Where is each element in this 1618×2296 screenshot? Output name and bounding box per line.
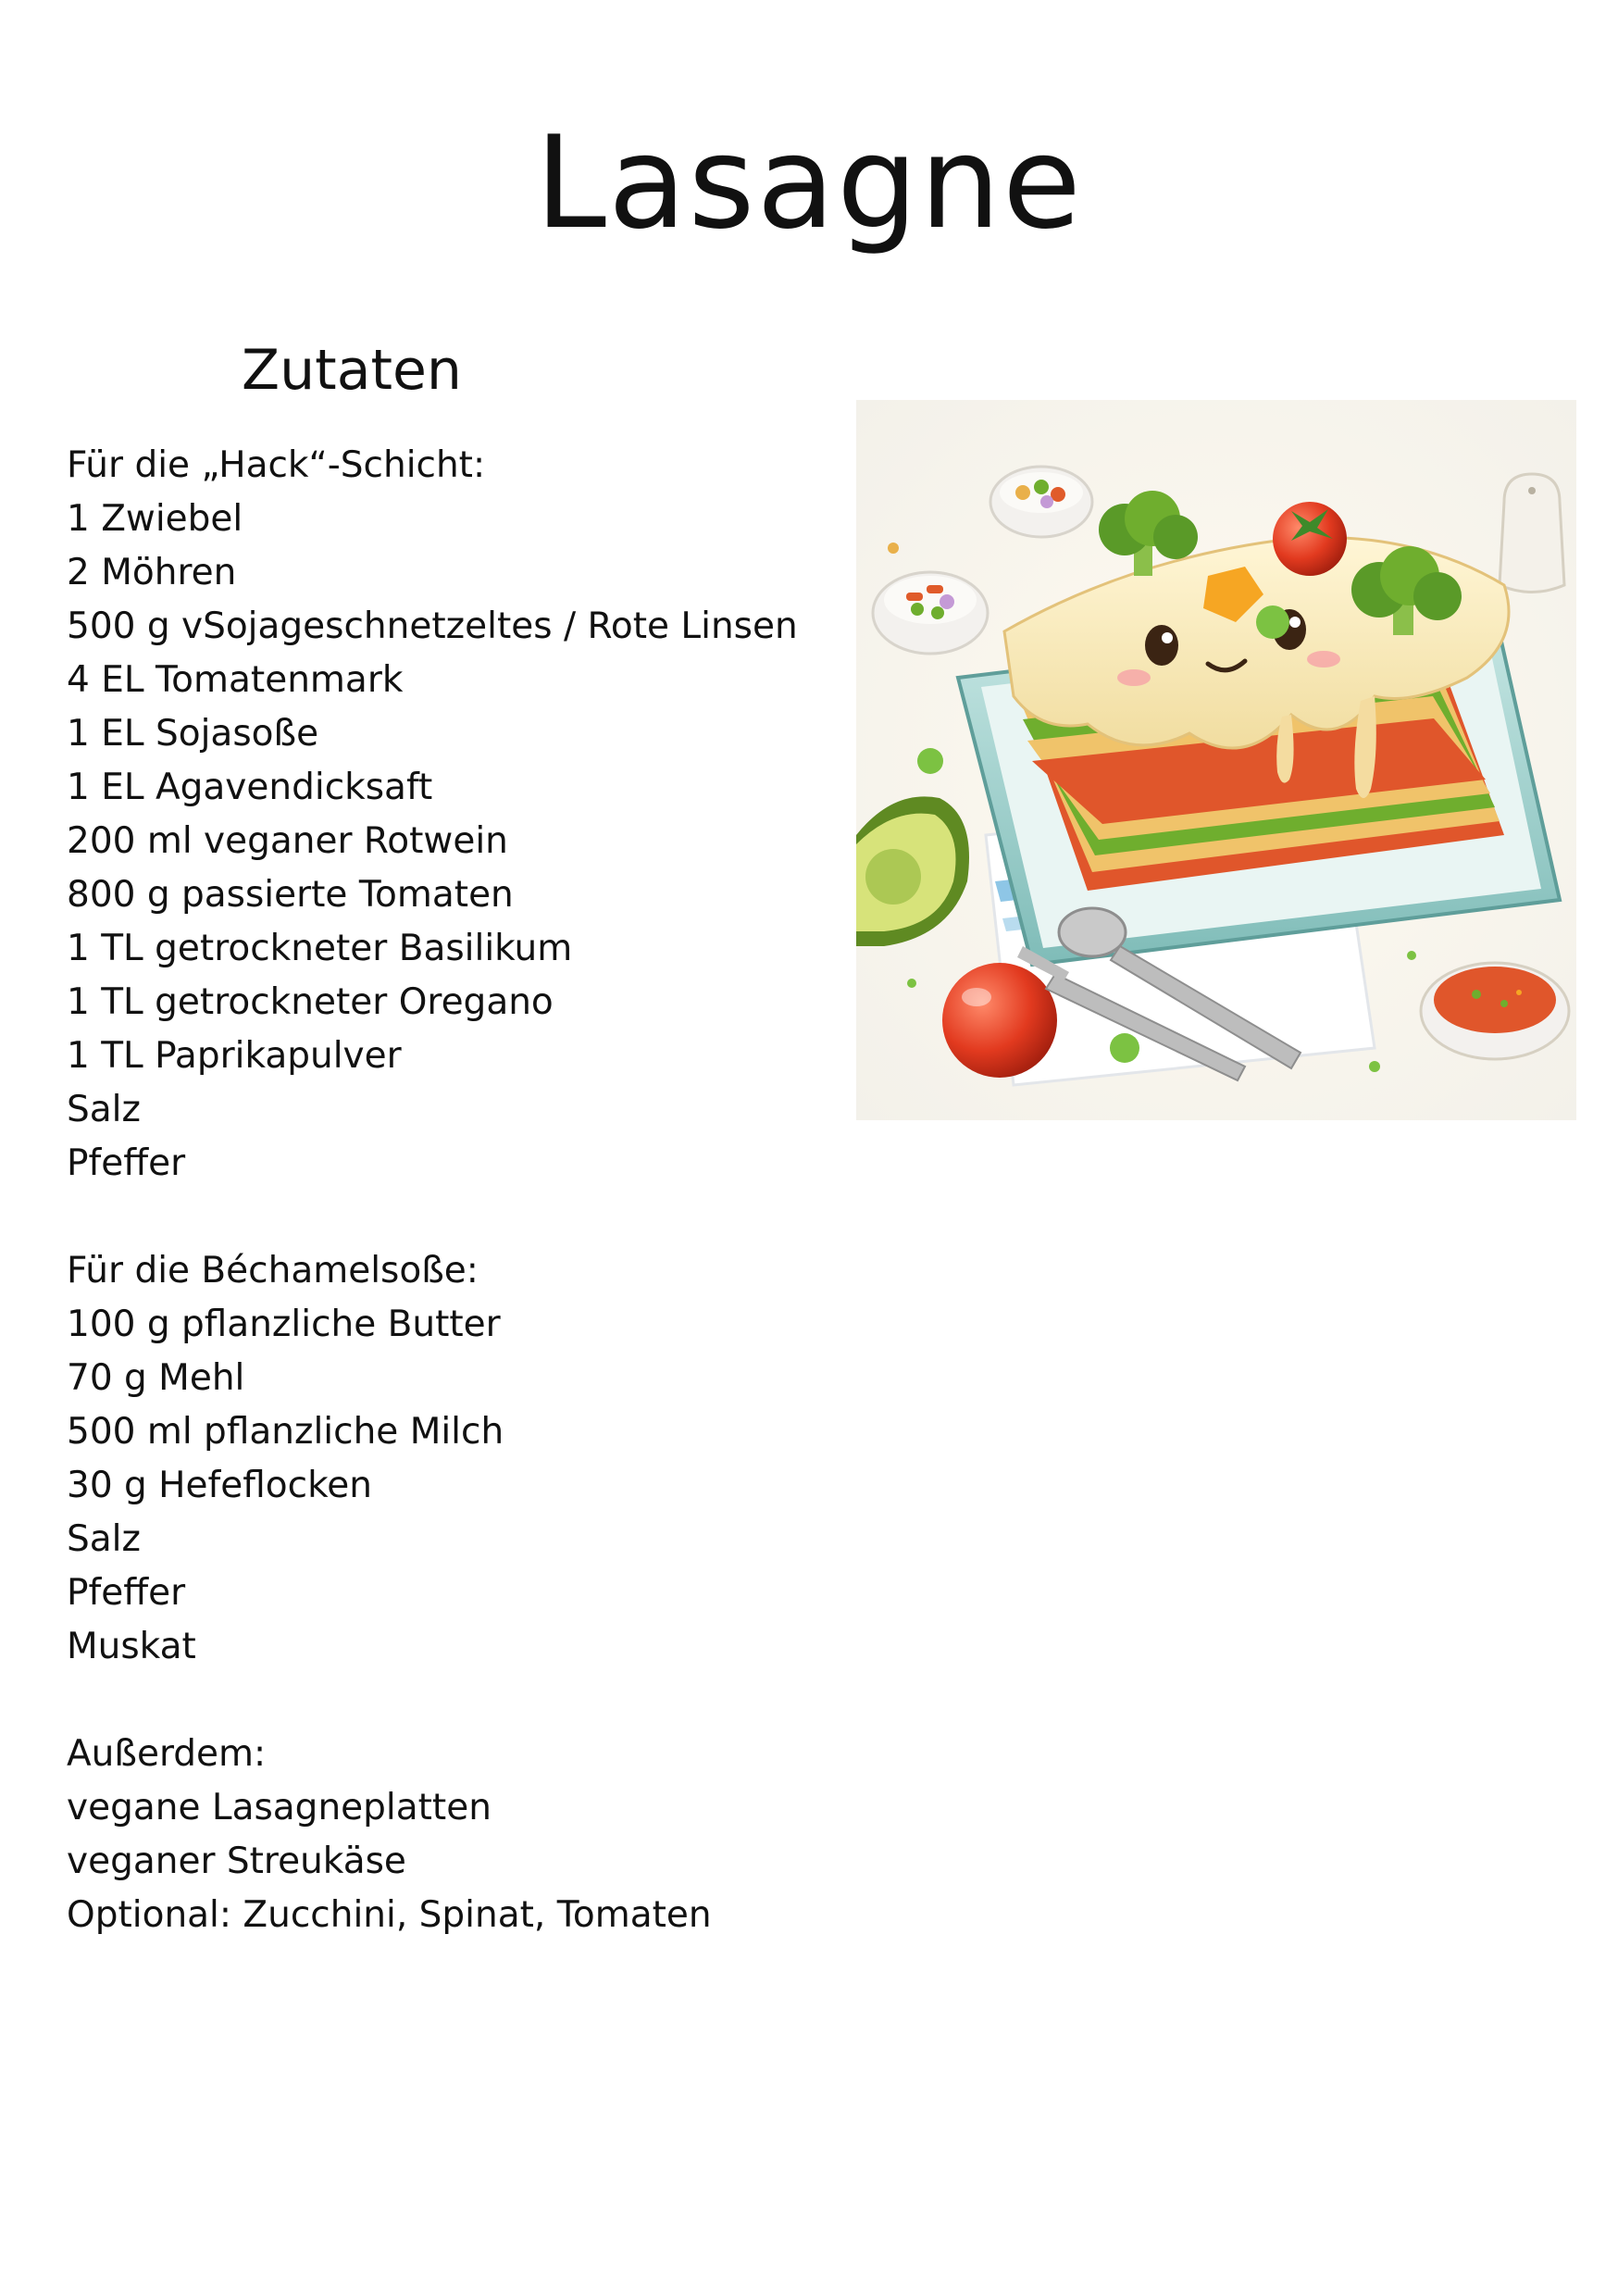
ingredient-item: Pfeffer: [67, 1572, 186, 1614]
ingredient-item: Pfeffer: [67, 1142, 186, 1184]
ingredient-item: 100 g pflanzliche Butter: [67, 1304, 501, 1345]
ingredient-item: 30 g Hefeflocken: [67, 1465, 372, 1506]
group-title-extras: Außerdem:: [67, 1733, 267, 1775]
ingredient-item: 500 g vSojageschnetzeltes / Rote Linsen: [67, 605, 798, 647]
ingredient-item: 1 Zwiebel: [67, 498, 243, 540]
ingredient-item: Muskat: [67, 1626, 196, 1667]
tomato-topping: [1273, 502, 1347, 576]
ingredient-item: 800 g passierte Tomaten: [67, 874, 514, 916]
ingredient-item: 1 TL Paprikapulver: [67, 1035, 402, 1077]
group-spacer: [67, 1674, 863, 1728]
ingredients-list: [67, 439, 863, 1942]
group-title-bechamel: Für die Béchamelsoße:: [67, 1250, 479, 1292]
ingredient-item: 200 ml veganer Rotwein: [67, 820, 508, 862]
lasagne-illustration: [856, 400, 1576, 1120]
ingredient-item: 1 EL Sojasoße: [67, 713, 319, 755]
page-title: Lasagne: [535, 108, 1083, 257]
ingredient-item: Optional: Zucchini, Spinat, Tomaten: [67, 1894, 712, 1936]
ingredient-item: 1 TL getrockneter Basilikum: [67, 928, 573, 969]
ingredient-item: Salz: [67, 1089, 141, 1130]
ingredient-item: 4 EL Tomatenmark: [67, 659, 404, 701]
group-spacer: [67, 1191, 863, 1244]
ingredient-item: veganer Streukäse: [67, 1841, 406, 1882]
ingredient-item: 70 g Mehl: [67, 1357, 245, 1399]
ingredient-item: 1 EL Agavendicksaft: [67, 767, 433, 808]
salt-shaker: [1500, 474, 1564, 593]
sauce-bowl: [1421, 963, 1569, 1059]
tomato-whole: [942, 963, 1057, 1078]
ingredient-item: 500 ml pflanzliche Milch: [67, 1411, 504, 1453]
ingredient-item: 1 TL getrockneter Oregano: [67, 981, 554, 1023]
ingredient-item: 2 Möhren: [67, 552, 237, 593]
veggie-bowl-left: [873, 572, 988, 654]
veggie-bowl-top: [990, 467, 1092, 537]
ingredient-item: vegane Lasagneplatten: [67, 1787, 492, 1828]
group-title-hack: Für die „Hack“-Schicht:: [67, 444, 486, 486]
ingredient-item: Salz: [67, 1518, 141, 1560]
ingredients-heading: Zutaten: [242, 338, 462, 403]
